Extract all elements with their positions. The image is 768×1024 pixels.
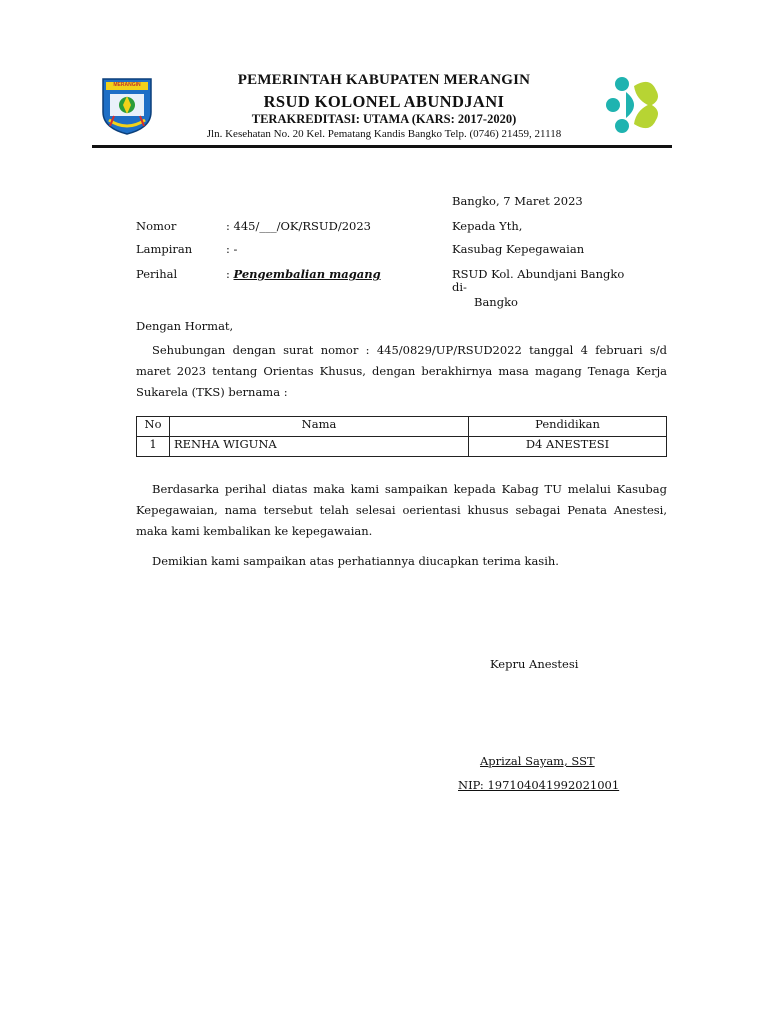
table-cell-no: 1 bbox=[137, 437, 170, 457]
signature-nip: NIP: 197104041992021001 bbox=[458, 778, 620, 792]
table-header-row bbox=[137, 417, 667, 437]
signature-name: Aprizal Sayam, SST bbox=[480, 754, 595, 768]
regency-logo-label: MERANGIN bbox=[113, 82, 141, 88]
table-row bbox=[137, 437, 667, 457]
paragraph-2: Berdasarka perihal diatas maka kami sampaikan kepada Kabag TU melalui Kasubag Kepegawaian, nama tersebut telah selesai oerientasi khusus sebagai Penata Anestesi, maka kami kembalikan ke kepegawaian. bbox=[136, 482, 667, 538]
meta-colon-perihal: : bbox=[226, 267, 234, 281]
date-line: Bangko, 7 Maret 2023 bbox=[452, 194, 583, 208]
letterhead-line3: TERAKREDITASI: UTAMA (KARS: 2017-2020) bbox=[251, 112, 517, 126]
salutation: Dengan Hormat, bbox=[136, 319, 234, 333]
meta-label-perihal: Perihal bbox=[136, 267, 178, 281]
meta-value-nomor: : 445/___/OK/RSUD/2023 bbox=[226, 219, 371, 233]
table-header-pendidikan: Pendidikan bbox=[469, 417, 667, 437]
signature-title: Kepru Anestesi bbox=[490, 657, 579, 671]
paragraph-3: Demikian kami sampaikan atas perhatiannya diucapkan terima kasih. bbox=[152, 554, 559, 568]
regency-logo bbox=[100, 76, 154, 136]
recipient-line3: RSUD Kol. Abundjani Bangko bbox=[452, 267, 625, 281]
table-cell-nama: RENHA WIGUNA bbox=[170, 437, 469, 457]
letterhead-rule bbox=[92, 145, 672, 148]
recipient-line2: Kasubag Kepegawaian bbox=[452, 242, 585, 256]
tks-table bbox=[136, 416, 667, 457]
paragraph-1: Sehubungan dengan surat nomor : 445/0829/UP/RSUD2022 tanggal 4 februari s/d maret 2023 tentang Orientas Khusus, dengan berakhirnya masa magang Tenaga Kerja Sukarela (TKS) bernama : bbox=[136, 343, 667, 399]
recipient-line1: Kepada Yth, bbox=[452, 219, 523, 233]
table-cell-pendidikan: D4 ANESTESI bbox=[469, 437, 667, 457]
meta-label-lampiran: Lampiran bbox=[136, 242, 193, 256]
table-header-nama: Nama bbox=[170, 417, 469, 437]
meta-value-perihal: Pengembalian magang bbox=[233, 267, 381, 281]
letterhead-address: Jln. Kesehatan No. 20 Kel. Pematang Kandis Bangko Telp. (0746) 21459, 21118 bbox=[206, 128, 562, 140]
recipient-line4: di- bbox=[452, 280, 467, 294]
meta-label-nomor: Nomor bbox=[136, 219, 177, 233]
letterhead-line2: RSUD KOLONEL ABUNDJANI bbox=[263, 92, 505, 111]
letterhead-line1: PEMERINTAH KABUPATEN MERANGIN bbox=[237, 72, 531, 88]
meta-perihal bbox=[226, 267, 381, 281]
recipient-line5: Bangko bbox=[474, 295, 518, 309]
meta-value-lampiran: : - bbox=[226, 242, 238, 256]
table-header-no: No bbox=[137, 417, 170, 437]
